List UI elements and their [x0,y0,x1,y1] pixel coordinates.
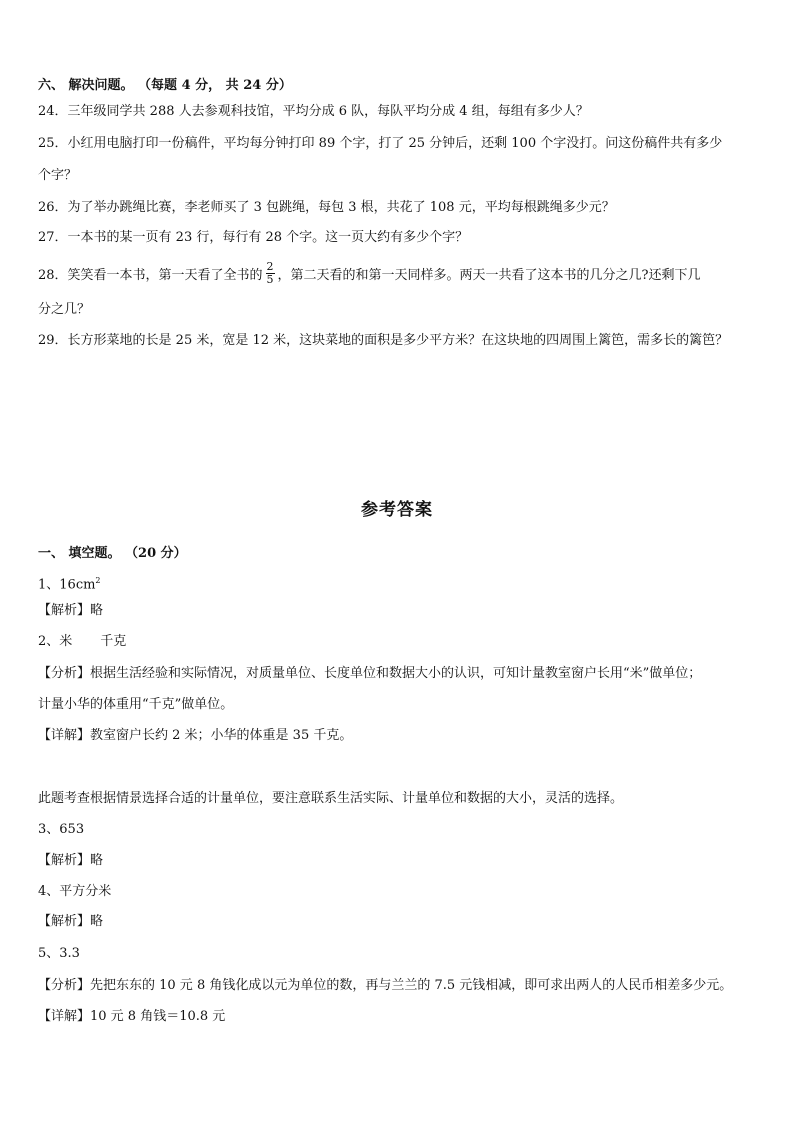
answer-2-detail: 【详解】教室窗户长约 2 米；小华的体重是 35 千克。 [38,728,353,743]
answer-1 [38,573,101,593]
question-25-cont: 个字？ [38,168,78,183]
question-28-text-post: ，第二天看的和第一天同样多。两天一共看了这本书的几分之几?还剩下几 [277,268,701,283]
answer-5: 5、3.3 [38,946,80,961]
answer-2-analysis: 【分析】根据生活经验和实际情况，对质量单位、长度单位和数据大小的认识，可知计量教室窗户长用“米”做单位； [38,666,702,681]
question-28-cont: 分之几？ [38,302,91,317]
answer-1-label: 1、16cm [38,577,96,593]
fraction-numerator: 2 [266,260,274,273]
answer-2-analysis-cont: 计量小华的体重用“千克”做单位。 [38,697,234,712]
question-27: 27．一本书的某一页有 23 行，每行有 28 个字。这一页大约有多少个字？ [38,230,469,245]
section6-heading: 六、 解决问题。 （每题 4 分， 共 24 分） [38,78,292,93]
fraction [266,261,275,286]
answer-3-note: 【解析】略 [38,853,104,868]
question-28 [38,260,701,288]
answer-1-superscript: 2 [95,576,101,585]
answer-2-label: 2、米 [38,634,73,649]
answer-2-summary: 此题考查根据情景选择合适的计量单位，要注意联系生活实际、计量单位和数据的大小，灵活的选择。 [38,791,624,806]
answers-section1-heading: 一、 填空题。 （20 分） [38,546,187,561]
question-26: 26．为了举办跳绳比赛，李老师买了 3 包跳绳，每包 3 根，共花了 108 元，平均每根跳绳多少元？ [38,200,615,215]
question-29: 29．长方形菜地的长是 25 米，宽是 12 米，这块菜地的面积是多少平方米？在这块地的四周围上篱笆，需多长的篱笆？ [38,333,729,348]
answer-3: 3、653 [38,822,85,837]
answer-4: 4、平方分米 [38,884,112,899]
question-24: 24．三年级同学共 288 人去参观科技馆，平均分成 6 队，每队平均分成 4 组，每组有多少人？ [38,104,589,119]
question-28-text-pre: 28．笑笑看一本书，第一天看了全书的 [38,268,263,283]
question-25: 25．小红用电脑打印一份稿件，平均每分钟打印 89 个字，打了 25 分钟后，还剩 100 个字没打。问这份稿件共有多少 [38,136,723,151]
answers-title: 参考答案 [361,500,433,520]
answer-1-note: 【解析】略 [38,603,104,618]
fraction-denominator: 5 [266,273,274,286]
answer-5-detail: 【详解】10 元 8 角钱＝10.8 元 [38,1009,226,1024]
answer-2-label-2: 千克 [100,634,127,649]
answer-2 [38,634,126,650]
answer-4-note: 【解析】略 [38,914,104,929]
answer-5-analysis: 【分析】先把东东的 10 元 8 角钱化成以元为单位的数，再与兰兰的 7.5 元钱相减，即可求出两人的人民币相差多少元。 [38,978,733,993]
